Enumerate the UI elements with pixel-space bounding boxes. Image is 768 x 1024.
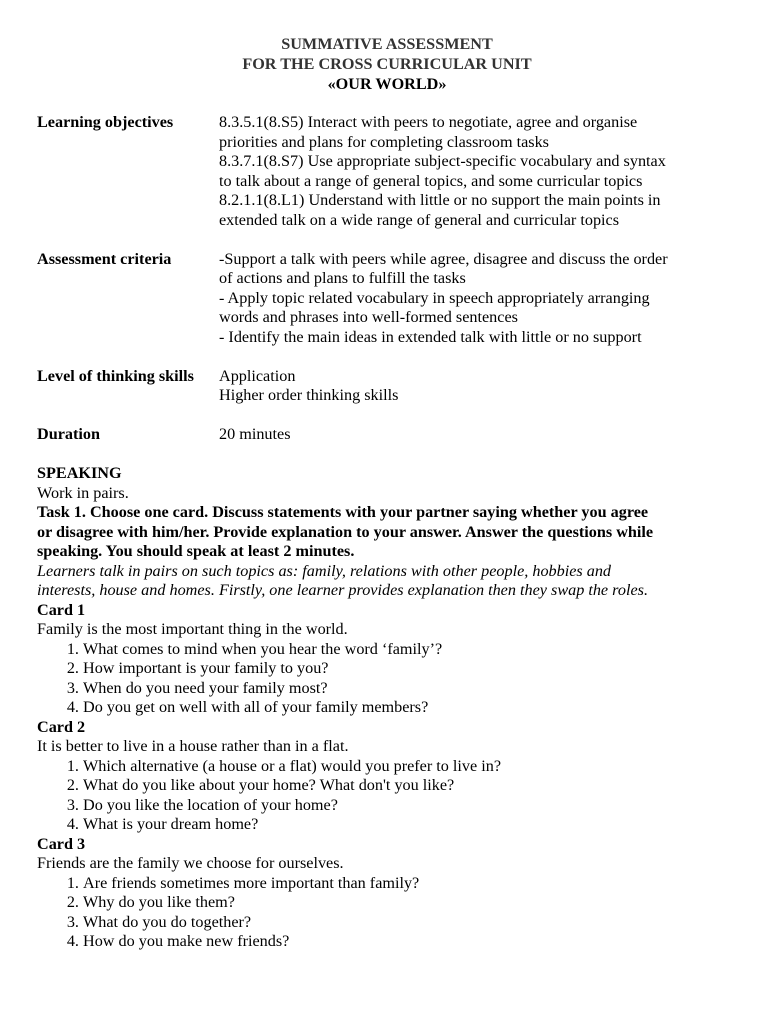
speaking-heading: SPEAKING bbox=[37, 464, 122, 482]
question-item: 1. Are friends sometimes more important than family? bbox=[83, 874, 737, 894]
duration-row bbox=[37, 425, 737, 445]
duration-value: 20 minutes bbox=[219, 425, 291, 443]
task-line: or disagree with him/her. Provide explanation to your answer. Answer the questions while bbox=[37, 522, 654, 541]
task-note bbox=[37, 562, 737, 601]
question-item: 2. How important is your family to you? bbox=[83, 659, 737, 679]
thinking-skills-label: Level of thinking skills bbox=[37, 366, 194, 385]
question-item: 2. Why do you like them? bbox=[83, 893, 737, 913]
card-statement: Family is the most important thing in the world. bbox=[37, 620, 348, 638]
criteria-line: - Identify the main ideas in extended talk with little or no support bbox=[219, 327, 642, 346]
question-item: 3. Do you like the location of your home? bbox=[83, 796, 737, 816]
question-item: 1. What comes to mind when you hear the word ‘family’? bbox=[83, 640, 737, 660]
question-item: 2. What do you like about your home? What don't you like? bbox=[83, 776, 737, 796]
criteria-line: -Support a talk with peers while agree, disagree and discuss the order bbox=[219, 249, 668, 268]
card-title: Card 2 bbox=[37, 717, 86, 736]
question-item: 4. How do you make new friends? bbox=[83, 932, 737, 952]
task-line: speaking. You should speak at least 2 minutes. bbox=[37, 542, 355, 560]
document-page bbox=[37, 34, 737, 952]
document-title bbox=[37, 34, 737, 94]
title-line-3: «OUR WORLD» bbox=[327, 75, 447, 93]
assessment-meta bbox=[37, 113, 737, 445]
task-line: Task 1. Choose one card. Discuss statements with your partner saying whether you agree bbox=[37, 503, 649, 521]
question-item: 3. When do you need your family most? bbox=[83, 679, 737, 699]
card-title: Card 1 bbox=[37, 600, 86, 619]
card-1 bbox=[37, 601, 737, 718]
title-line-2: FOR THE CROSS CURRICULAR UNIT bbox=[242, 55, 532, 73]
card-questions bbox=[37, 757, 737, 835]
task-description bbox=[37, 503, 737, 562]
learning-objectives-label: Learning objectives bbox=[37, 113, 174, 131]
objective-line: priorities and plans for completing classroom tasks bbox=[219, 132, 549, 151]
criteria-line: - Apply topic related vocabulary in speech appropriately arranging bbox=[219, 288, 650, 307]
card-statement: It is better to live in a house rather than in a flat. bbox=[37, 737, 349, 755]
card-3 bbox=[37, 835, 737, 952]
speaking-section bbox=[37, 464, 737, 952]
question-item: 4. Do you get on well with all of your family members? bbox=[83, 698, 737, 718]
thinking-skill-line: Application bbox=[219, 366, 296, 385]
assessment-criteria-value bbox=[219, 250, 737, 348]
assessment-criteria-label: Assessment criteria bbox=[37, 249, 172, 268]
criteria-line: words and phrases into well-formed sentences bbox=[219, 308, 518, 326]
note-line: Learners talk in pairs on such topics as: family, relations with other people, hobbies and bbox=[37, 561, 612, 580]
card-statement: Friends are the family we choose for ourselves. bbox=[37, 854, 344, 872]
question-item: 1. Which alternative (a house or a flat) would you prefer to live in? bbox=[83, 757, 737, 777]
card-questions bbox=[37, 874, 737, 952]
thinking-skill-line: Higher order thinking skills bbox=[219, 386, 399, 404]
question-item: 3. What do you do together? bbox=[83, 913, 737, 933]
duration-label: Duration bbox=[37, 425, 100, 443]
learning-objectives-row bbox=[37, 113, 737, 230]
speaking-instruction: Work in pairs. bbox=[37, 483, 129, 502]
card-questions bbox=[37, 640, 737, 718]
title-line-1: SUMMATIVE ASSESSMENT bbox=[281, 35, 493, 53]
criteria-line: of actions and plans to fulfill the tasks bbox=[219, 269, 466, 287]
objective-line: extended talk on a wide range of general and curricular topics bbox=[219, 210, 620, 229]
objective-line: to talk about a range of general topics, and some curricular topics bbox=[219, 171, 643, 190]
thinking-skills-row bbox=[37, 367, 737, 406]
objective-line: 8.3.5.1(8.S5) Interact with peers to negotiate, agree and organise bbox=[219, 113, 638, 131]
learning-objectives-value bbox=[219, 113, 737, 230]
objective-line: 8.2.1.1(8.L1) Understand with little or no support the main points in bbox=[219, 191, 661, 209]
note-line: interests, house and homes. Firstly, one learner provides explanation then they swap the roles. bbox=[37, 581, 648, 599]
thinking-skills-value bbox=[219, 367, 737, 406]
objective-line: 8.3.7.1(8.S7) Use appropriate subject-specific vocabulary and syntax bbox=[219, 152, 666, 170]
card-title: Card 3 bbox=[37, 834, 86, 853]
assessment-criteria-row bbox=[37, 250, 737, 348]
question-item: 4. What is your dream home? bbox=[83, 815, 737, 835]
card-2 bbox=[37, 718, 737, 835]
